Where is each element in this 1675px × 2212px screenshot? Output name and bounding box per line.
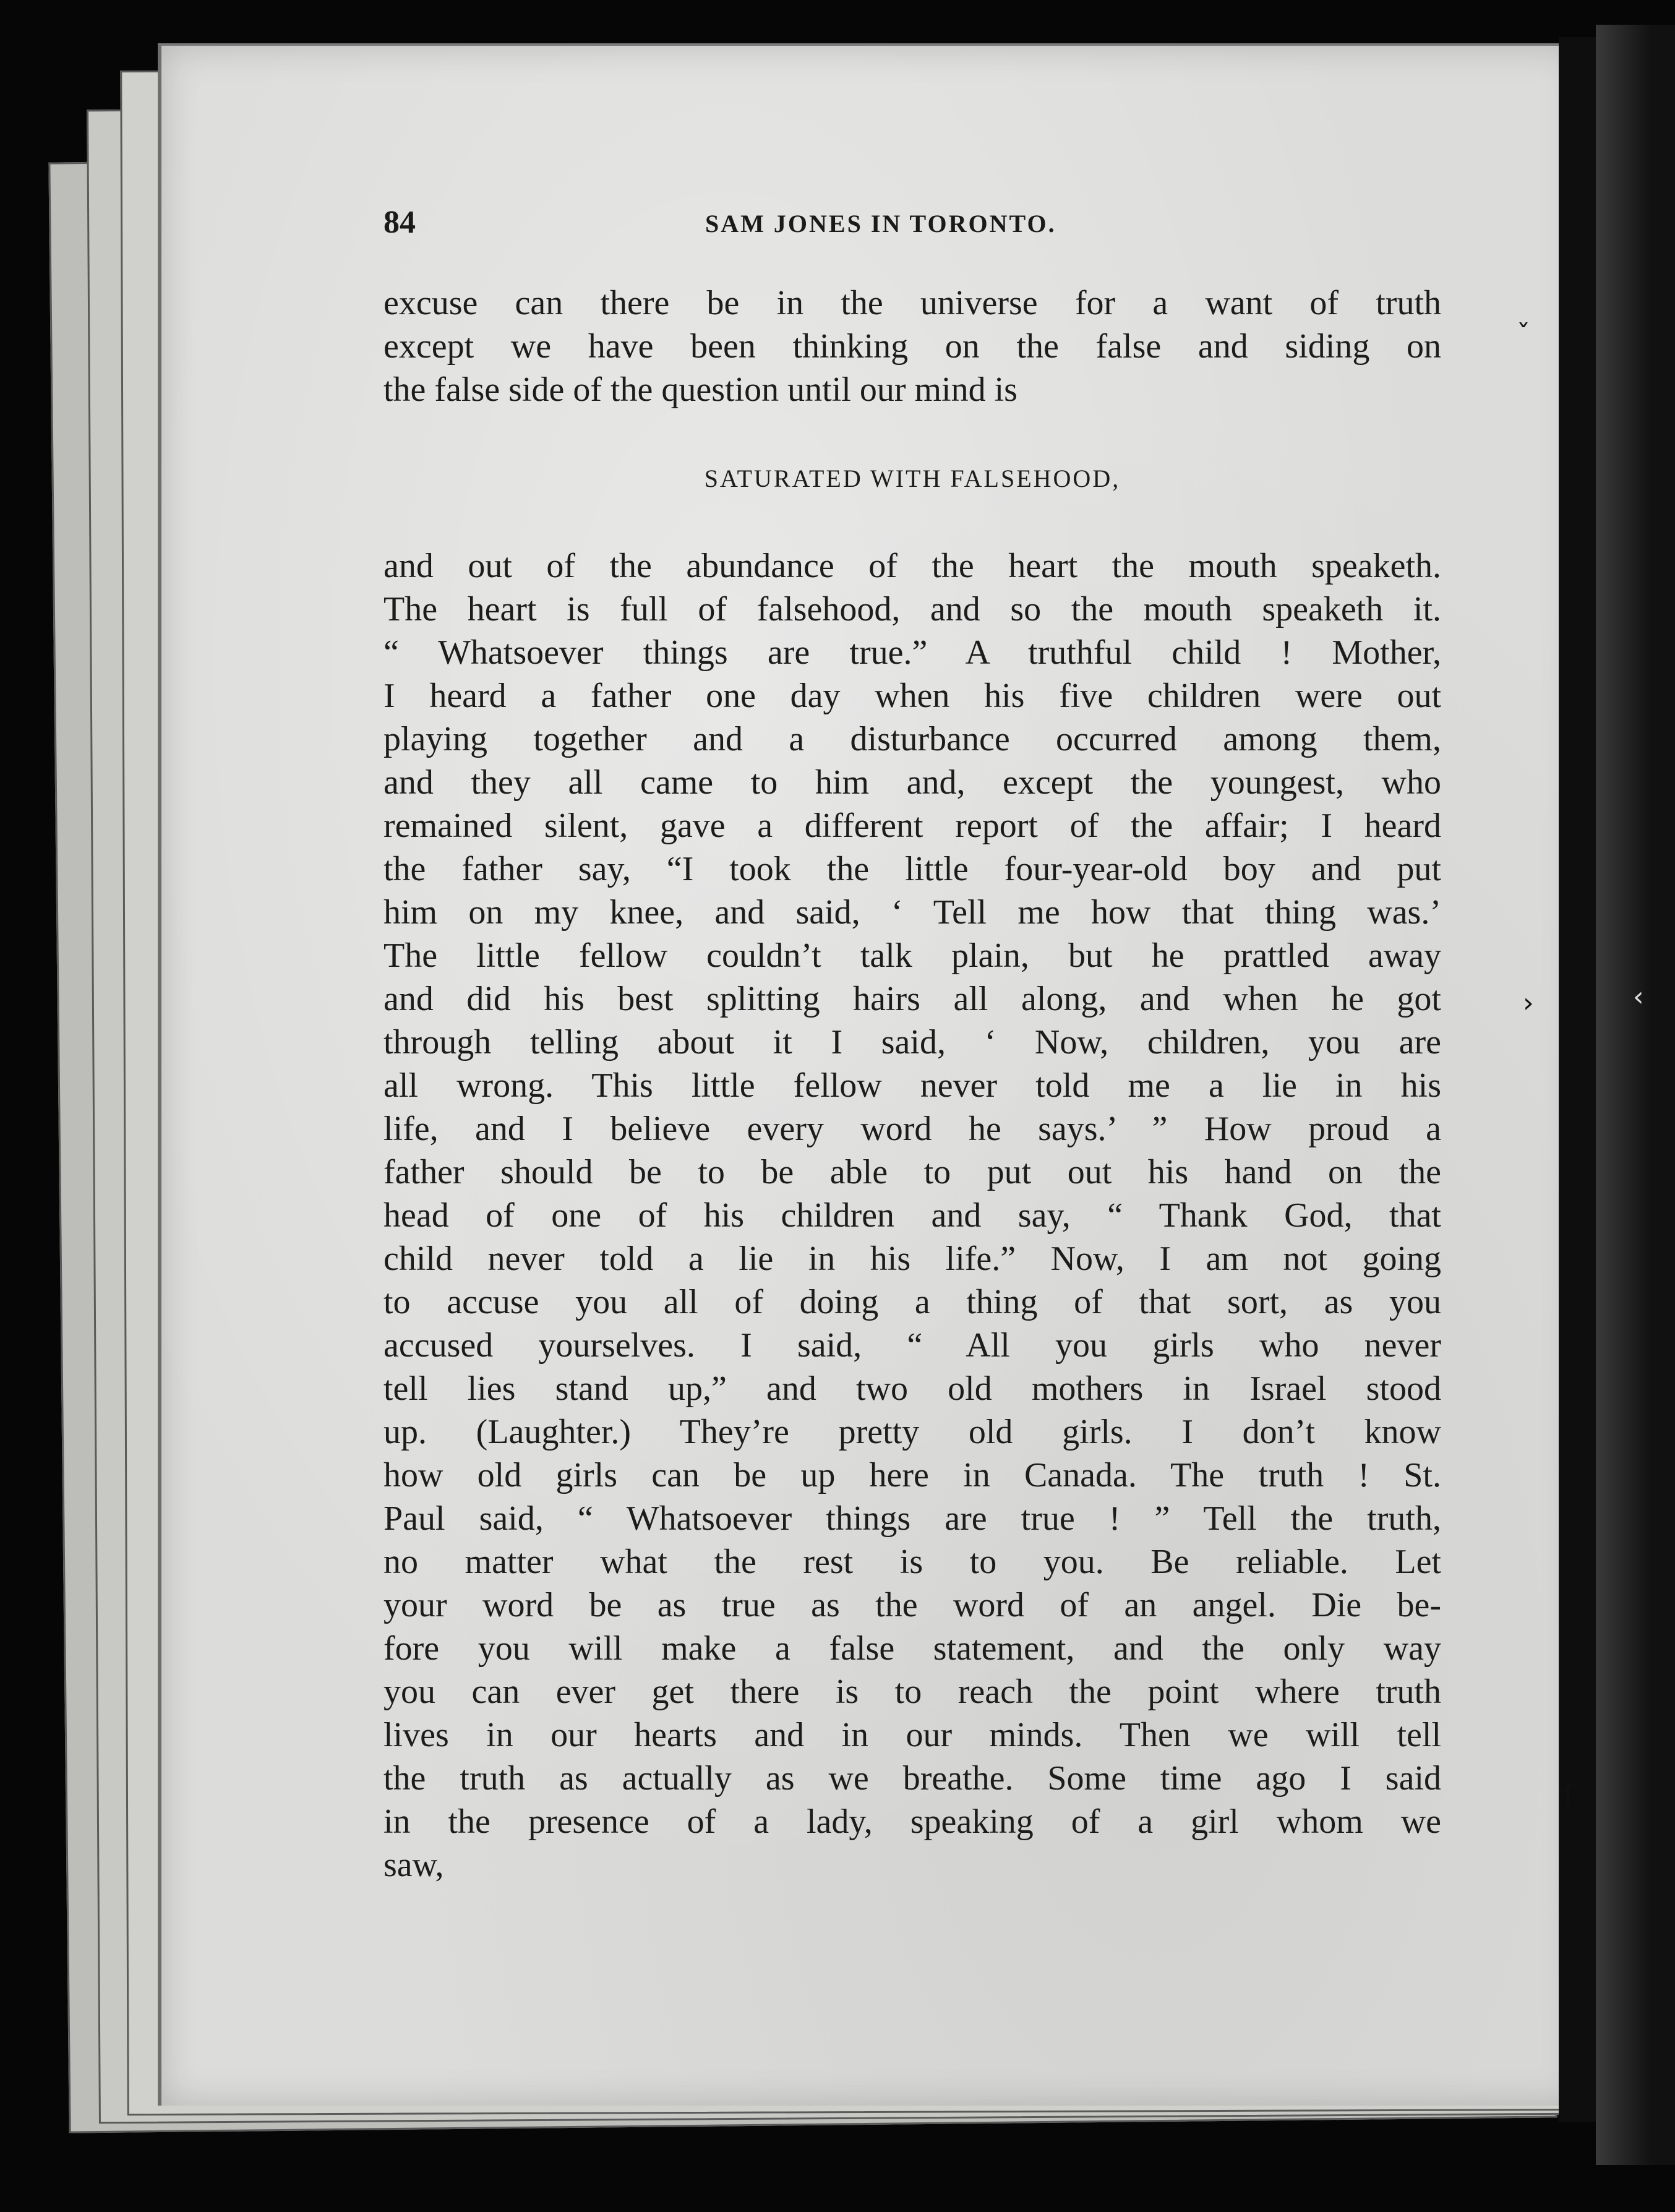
text-line: excuse can there be in the universe for a want of truth (383, 284, 1441, 322)
text-line: and they all came to him and, except the youngest, who (383, 763, 1441, 802)
text-line: head of one of his children and say, “ Thank God, that (383, 1196, 1441, 1235)
text-line: except we have been thinking on the false and siding on (383, 327, 1441, 366)
text-line: you can ever get there is to reach the point where truth (383, 1673, 1441, 1711)
margin-mark: › (1523, 987, 1534, 1019)
text-line: father should be to be able to put out his hand on the (383, 1153, 1441, 1191)
text-line: up. (Laughter.) They’re pretty old girls. I don’t know (383, 1413, 1441, 1451)
text-line: fore you will make a false statement, and the only way (383, 1629, 1441, 1668)
text-line: and did his best splitting hairs all along, and when he got (383, 980, 1441, 1018)
text-line: how old girls can be up here in Canada. The truth ! St. (383, 1456, 1441, 1494)
text-line: lives in our hearts and in our minds. Then we will tell (383, 1716, 1441, 1754)
text-line: playing together and a disturbance occurred among them, (383, 720, 1441, 758)
text-line: “ Whatsoever things are true.” A truthful child ! Mother, (383, 633, 1441, 672)
text-line: the truth as actually as we breathe. Some time ago I said (383, 1759, 1441, 1798)
text-line: the false side of the question until our mind is (383, 371, 1017, 409)
intro-paragraph (383, 281, 1441, 411)
text-line: no matter what the rest is to you. Be reliable. Let (383, 1543, 1441, 1581)
text-line: I heard a father one day when his five children were out (383, 677, 1441, 715)
text-line: in the presence of a lady, speaking of a girl whom we (383, 1803, 1441, 1841)
text-line: life, and I believe every word he says.’ ” How proud a (383, 1110, 1441, 1148)
section-subheading: SATURATED WITH FALSEHOOD, (704, 465, 1121, 492)
text-line: all wrong. This little fellow never told me a lie in his (383, 1066, 1441, 1105)
margin-mark: ˇ (1517, 319, 1530, 351)
margin-mark: ſ (1564, 1779, 1574, 1811)
text-line: The little fellow couldn’t talk plain, but he prattled away (383, 937, 1441, 975)
text-line: the father say, “I took the little four-year-old boy and put (383, 850, 1441, 888)
text-line: and out of the abundance of the heart the mouth speaketh. (383, 547, 1441, 585)
text-line: through telling about it I said, ‘ Now, children, you are (383, 1023, 1441, 1061)
running-head: SAM JONES IN TORONTO. (705, 210, 1056, 238)
text-line: The heart is full of falsehood, and so the mouth speaketh it. (383, 590, 1441, 628)
text-line: to accuse you all of doing a thing of that sort, as you (383, 1283, 1441, 1321)
page-header (383, 204, 1441, 241)
main-paragraph (383, 544, 1441, 1887)
facing-page-edge (1596, 25, 1675, 2165)
text-line: him on my knee, and said, ‘ Tell me how that thing was.’ (383, 893, 1441, 932)
text-line: saw, (383, 1846, 444, 1884)
margin-mark: ‹ (1633, 981, 1644, 1013)
text-line: accused yourselves. I said, “ All you girls who never (383, 1326, 1441, 1365)
text-line: remained silent, gave a different report of the affair; I heard (383, 807, 1441, 845)
text-line: your word be as true as the word of an angel. Die be- (383, 1586, 1441, 1624)
text-line: Paul said, “ Whatsoever things are true ! ” Tell the truth, (383, 1499, 1441, 1538)
page-number: 84 (383, 205, 416, 240)
text-line: tell lies stand up,” and two old mothers in Israel stood (383, 1370, 1441, 1408)
text-line: child never told a lie in his life.” Now, I am not going (383, 1240, 1441, 1278)
